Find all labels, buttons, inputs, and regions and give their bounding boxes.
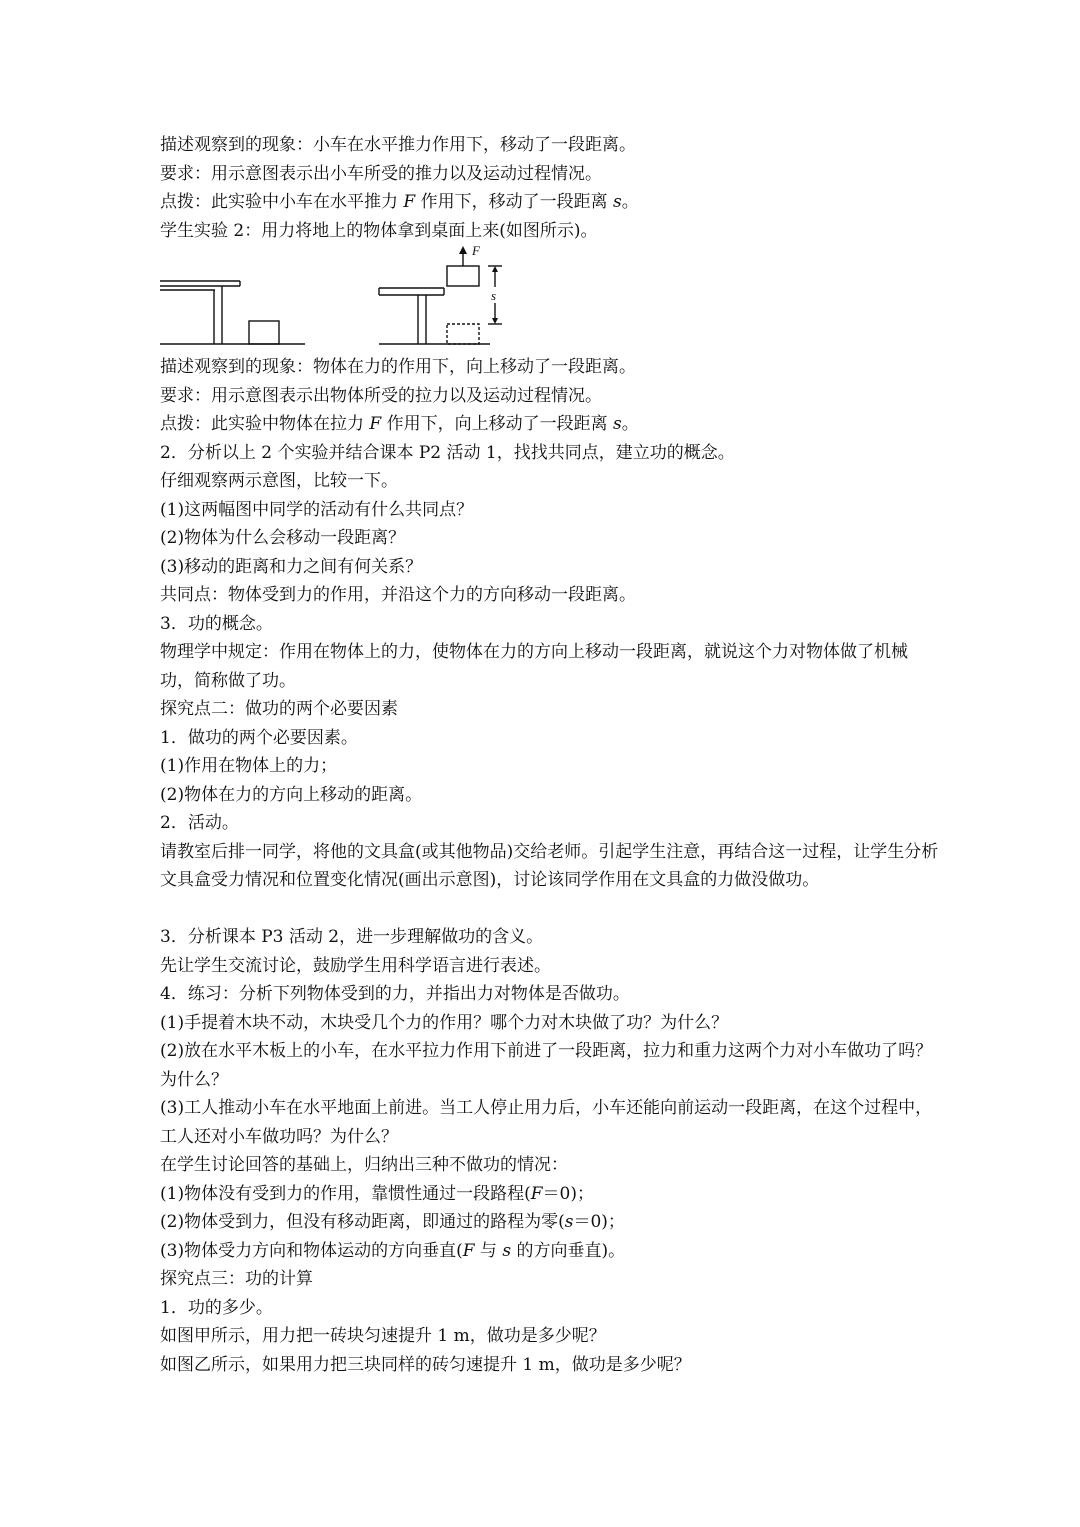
text-line: (1)这两幅图中同学的活动有什么共同点？ [160,499,474,520]
activity-paragraph: 请教室后排一同学，将他的文具盒(或其他物品)交给老师。引起学生注意，再结合这一过程，让学生分析文具盒受力情况和位置变化情况(画出示意图)，讨论该同学作用在文具盒的力做没做功。 [160,841,939,890]
case-line-1: (1)物体没有受到力的作用，靠惯性通过一段路程(F＝0)； [160,1183,594,1204]
text-line: (1)手提着木块不动，木块受几个力的作用？哪个力对木块做了功？为什么？ [160,1012,729,1033]
hint-line-1: 点拨：此实验中小车在水平推力 F 作用下，移动了一段距离 s。 [160,192,639,212]
text-line: 在学生讨论回答的基础上，归纳出三种不做功的情况： [160,1155,568,1175]
text-line: 仔细观察两示意图，比较一下。 [160,471,398,491]
text-line: (2)物体为什么会移动一段距离？ [160,528,406,548]
experiment-2-heading: 学生实验 2：用力将地上的物体拿到桌面上来(如图所示)。 [160,220,598,241]
experiment-figure [160,245,940,353]
lift-diagram [160,245,520,353]
label-F: F [472,245,480,258]
text-line: 1．做功的两个必要因素。 [160,727,358,748]
text-line: 如图乙所示，如果用力把三块同样的砖匀速提升 1 m，做功是多少呢？ [160,1354,691,1375]
text-line: 共同点：物体受到力的作用，并沿这个力的方向移动一段距离。 [160,585,636,605]
text-line: 3．功的概念。 [160,613,273,634]
box [249,321,279,344]
text-line: 4．练习：分析下列物体受到的力，并指出力对物体是否做功。 [160,984,630,1004]
text-line: 2．分析以上 2 个实验并结合课本 P2 活动 1，找找共同点，建立功的概念。 [160,442,735,463]
question-2-paragraph: (2)放在水平木板上的小车，在水平拉力作用下前进了一段距离，拉力和重力这两个力对小车做功了吗？为什么？ [160,1041,933,1090]
case-line-2: (2)物体受到力，但没有移动距离，即通过的路程为零(s＝0)； [160,1212,625,1232]
text-line: 1．功的多少。 [160,1297,273,1318]
text-line: 描述观察到的现象：物体在力的作用下，向上移动了一段距离。 [160,357,636,377]
lifted-box [447,266,479,286]
text-line: (1)作用在物体上的力； [160,756,338,776]
distance-arrow-head [492,318,498,324]
text-line: 要求：用示意图表示出小车所受的推力以及运动过程情况。 [160,163,602,184]
text-line: 要求：用示意图表示出物体所受的拉力以及运动过程情况。 [160,385,602,406]
text-line: 如图甲所示，用力把一砖块匀速提升 1 m，做功是多少呢？ [160,1326,606,1346]
hint-line-2: 点拨：此实验中物体在拉力 F 作用下，向上移动了一段距离 s。 [160,414,639,434]
question-3-paragraph: (3)工人推动小车在水平地面上前进。当工人停止用力后，小车还能向前运动一段距离，在这个过程中，工人还对小车做功吗？为什么？ [160,1098,933,1147]
text-line: 2．活动。 [160,813,239,833]
label-s: s [491,288,497,303]
case-line-3: (3)物体受力方向和物体运动的方向垂直(F 与 s 的方向垂直)。 [160,1240,626,1261]
definition-paragraph: 物理学中规定：作用在物体上的力，使物体在力的方向上移动一段距离，就说这个力对物体做了机械功，简称做了功。 [160,642,908,691]
text-line: (2)物体在力的方向上移动的距离。 [160,784,423,805]
text-line: 先让学生交流讨论，鼓励学生用科学语言进行表述。 [160,955,551,976]
document-page [160,131,940,1379]
text-line: 描述观察到的现象：小车在水平推力作用下，移动了一段距离。 [160,135,636,155]
force-arrow-head [459,246,467,254]
section-heading: 探究点三：功的计算 [160,1269,313,1289]
section-heading: 探究点二：做功的两个必要因素 [160,699,398,719]
original-box-dashed [447,324,479,344]
text-line: 3．分析课本 P3 活动 2，进一步理解做功的含义。 [160,927,544,947]
text-line: (3)移动的距离和力之间有何关系？ [160,556,423,577]
distance-arrow-head [492,266,498,272]
